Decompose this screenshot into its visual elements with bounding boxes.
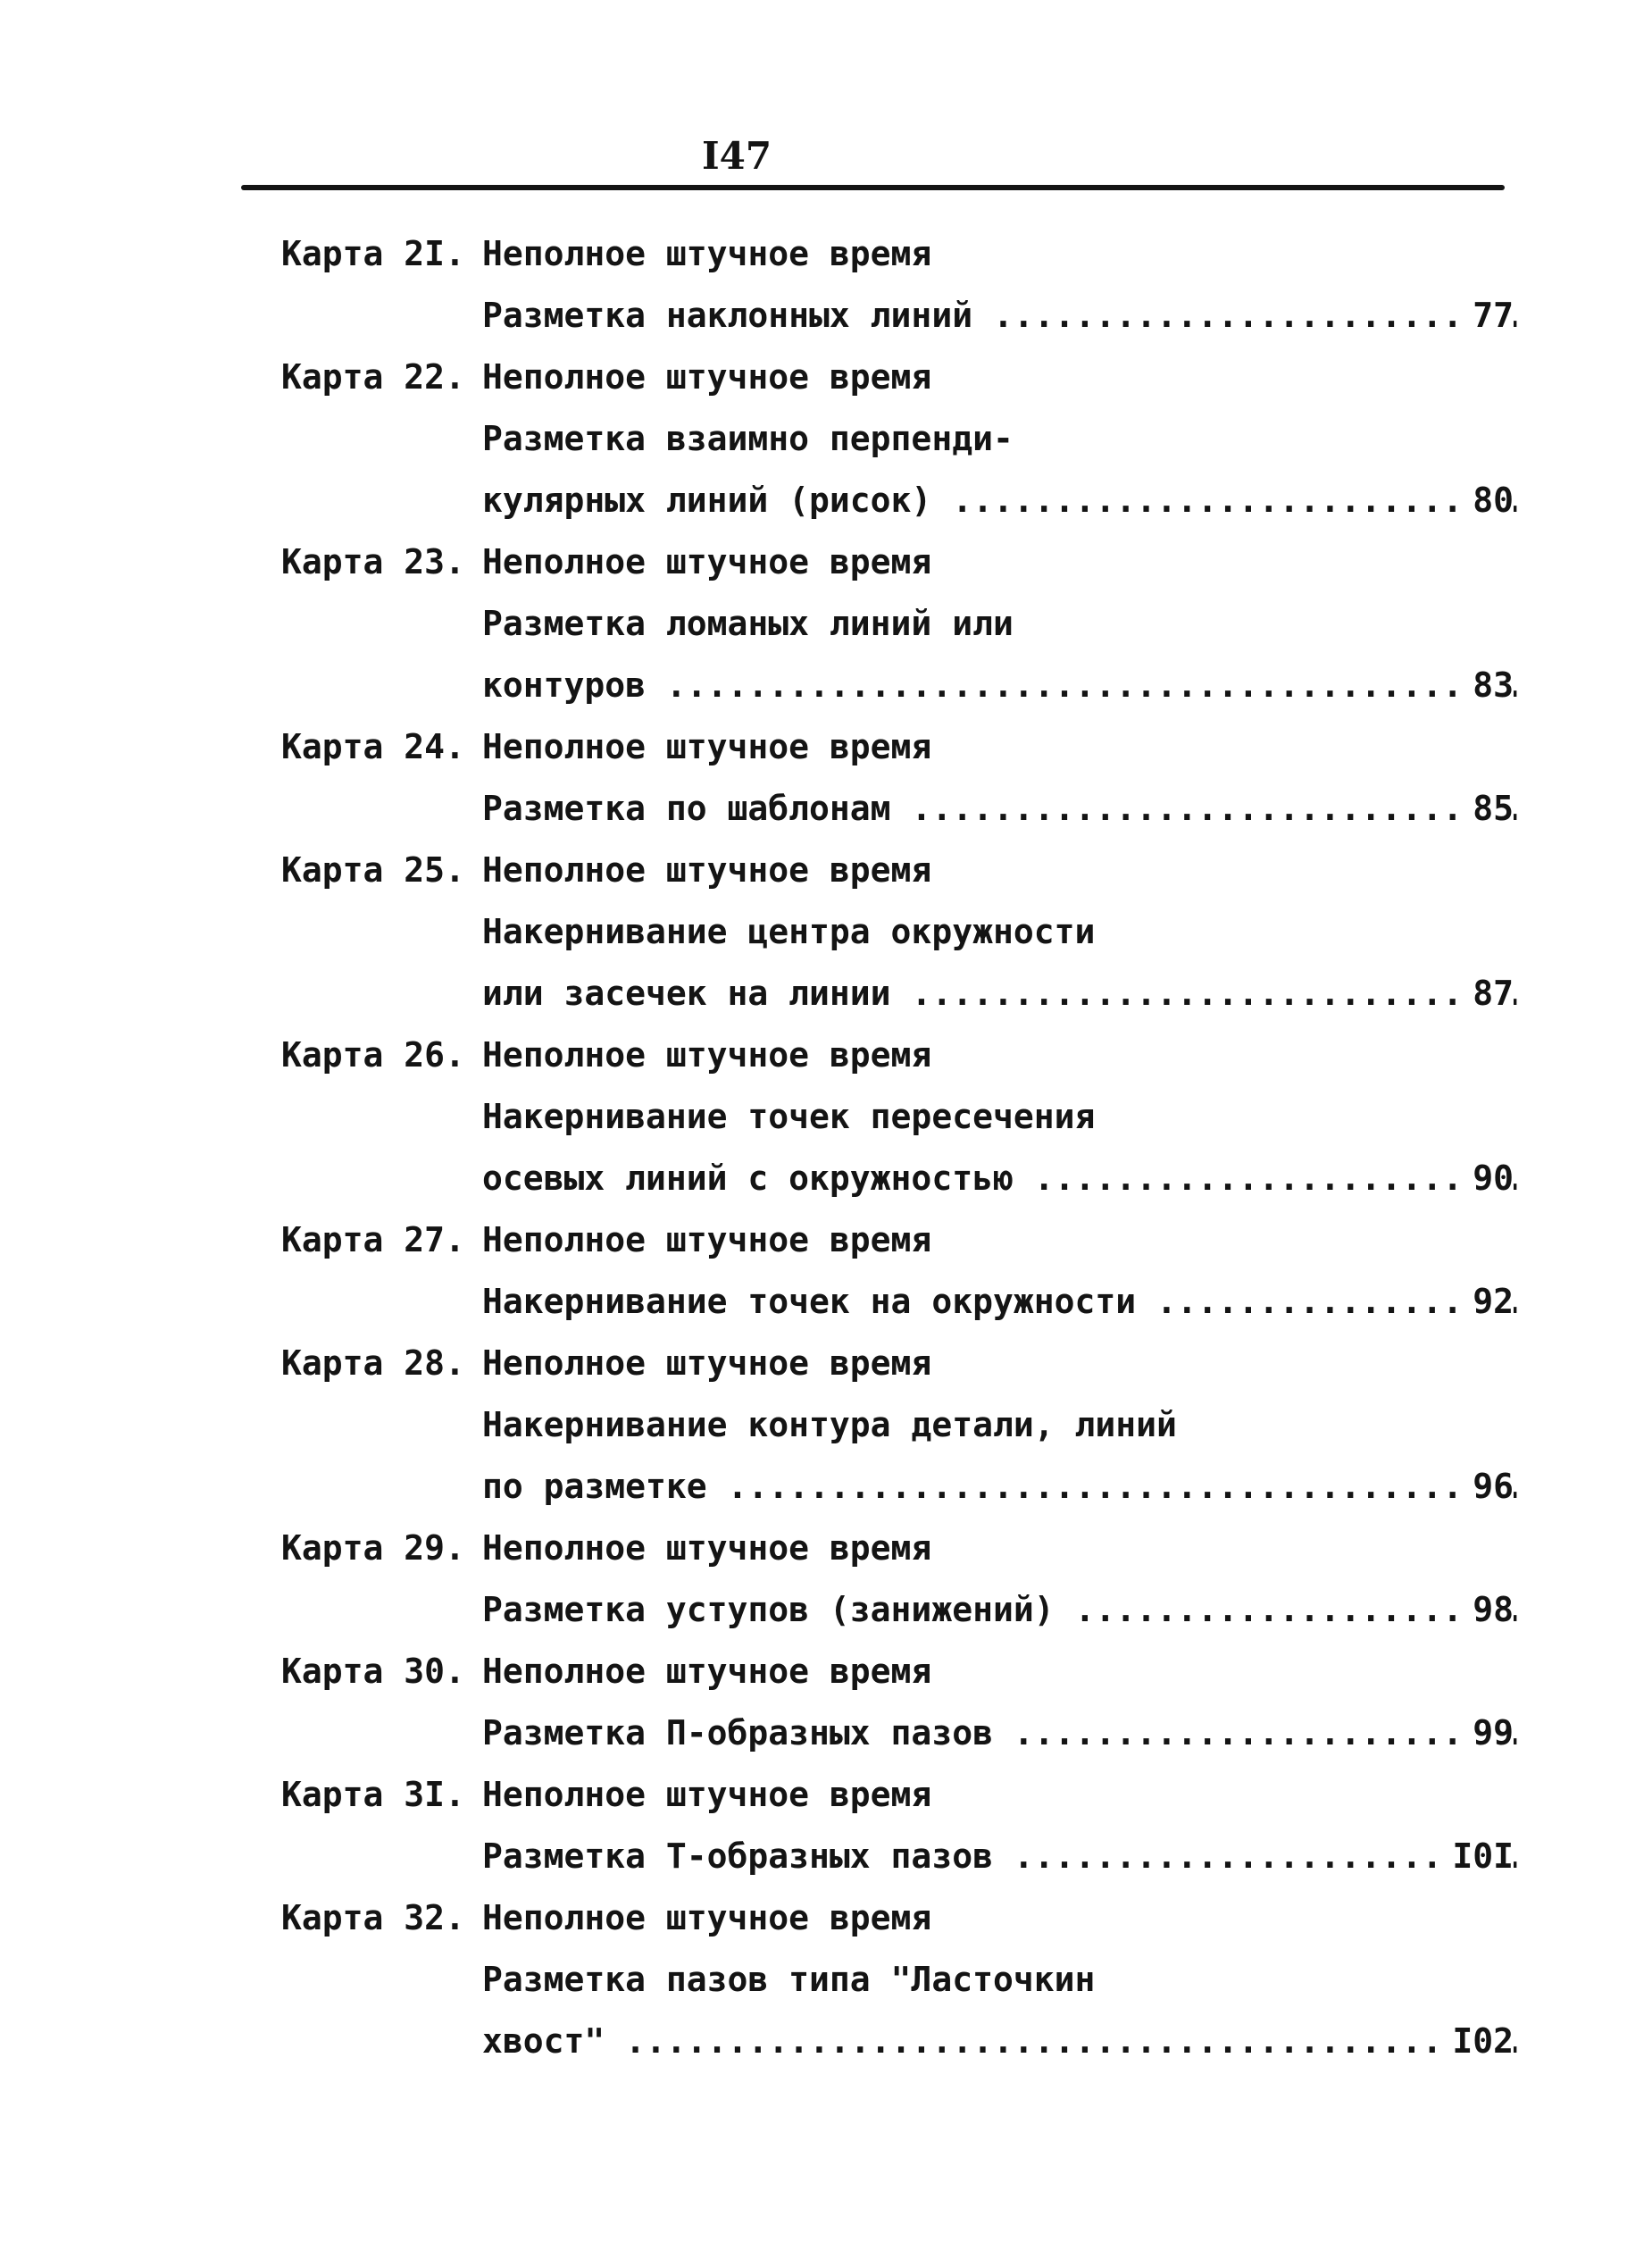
page-number: I47 [701, 134, 772, 178]
entry-subtitle: Разметка П-образных пазов ..... [482, 1702, 1518, 1764]
entry-subtitle: Разметка уступов (занижений) ..... [482, 1579, 1518, 1641]
toc-entry-30 [0, 1641, 1652, 1764]
page-ref: I0I [1445, 1826, 1514, 1887]
entry-subtitle: Разметка ломаных линий или [482, 604, 1014, 643]
toc-entry-28 [0, 1333, 1652, 1518]
card-label: Карта 25. [281, 850, 465, 890]
toc-entry-26 [0, 1025, 1652, 1209]
toc-entry-21 [0, 223, 1652, 347]
page-ref: I02 [1445, 2011, 1514, 2072]
page-ref: 96 [1465, 1456, 1514, 1518]
entry-title: Неполное штучное время [482, 1775, 932, 1814]
toc-entry-31 [0, 1764, 1652, 1887]
card-label: Карта 30. [281, 1652, 465, 1691]
page-ref: 92 [1465, 1271, 1514, 1333]
toc-entry-22 [0, 347, 1652, 531]
entry-subtitle: Разметка по шаблонам ..... [482, 778, 1518, 840]
toc-entry-23 [0, 531, 1652, 716]
card-label: Карта 26. [281, 1035, 465, 1075]
entry-subtitle: кулярных линий (рисок) ..... [482, 470, 1518, 531]
entry-subtitle: контуров ..... [482, 655, 1518, 716]
entry-title: Неполное штучное время [482, 1343, 932, 1383]
entry-subtitle: Разметка пазов типа "Ласточкин [482, 1960, 1096, 1999]
toc-entry-29 [0, 1518, 1652, 1641]
entry-subtitle: по разметке ..... [482, 1456, 1518, 1518]
page-ref: 80 [1465, 470, 1514, 531]
entry-title: Неполное штучное время [482, 1898, 932, 1937]
entry-subtitle: или засечек на линии ..... [482, 963, 1518, 1025]
card-label: Карта 27. [281, 1220, 465, 1259]
entry-title: Неполное штучное время [482, 357, 932, 397]
entry-subtitle: Накернивание контура детали, линий [482, 1405, 1177, 1444]
entry-title: Неполное штучное время [482, 850, 932, 890]
entry-title: Неполное штучное время [482, 1528, 932, 1568]
entry-subtitle: Разметка взаимно перпенди- [482, 419, 1014, 458]
entry-title: Неполное штучное время [482, 542, 932, 581]
entry-subtitle: Накернивание точек пересечения [482, 1097, 1096, 1136]
toc-entry-24 [0, 716, 1652, 840]
page-ref: 83 [1465, 655, 1514, 716]
toc-entry-25 [0, 840, 1652, 1025]
entry-subtitle: Накернивание центра окружности [482, 912, 1096, 951]
page-ref: 87 [1465, 963, 1514, 1025]
page-ref: 99 [1465, 1702, 1514, 1764]
card-label: Карта 28. [281, 1343, 465, 1383]
page-ref: 98 [1465, 1579, 1514, 1641]
entry-subtitle: Накернивание точек на окружности ..... [482, 1271, 1518, 1333]
entry-subtitle: Разметка наклонных линий ..... [482, 285, 1518, 347]
entry-title: Неполное штучное время [482, 727, 932, 766]
header-rule [241, 185, 1505, 190]
card-label: Карта 24. [281, 727, 465, 766]
page-ref: 90 [1465, 1148, 1514, 1209]
toc-entry-27 [0, 1209, 1652, 1333]
entry-title: Неполное штучное время [482, 1652, 932, 1691]
entry-subtitle: Разметка Т-образных пазов ..... [482, 1826, 1518, 1887]
card-label: Карта 32. [281, 1898, 465, 1937]
entry-subtitle: хвост" ..... [482, 2011, 1518, 2072]
card-label: Карта 23. [281, 542, 465, 581]
card-label: Карта 22. [281, 357, 465, 397]
entry-title: Неполное штучное время [482, 1220, 932, 1259]
entry-title: Неполное штучное время [482, 234, 932, 273]
card-label: Карта 2I. [281, 234, 465, 273]
entry-subtitle: осевых линий с окружностью ..... [482, 1148, 1518, 1209]
page-ref: 77 [1465, 285, 1514, 347]
card-label: Карта 3I. [281, 1775, 465, 1814]
entry-title: Неполное штучное время [482, 1035, 932, 1075]
card-label: Карта 29. [281, 1528, 465, 1568]
table-of-contents [0, 223, 1652, 2072]
toc-entry-32 [0, 1887, 1652, 2072]
page-ref: 85 [1465, 778, 1514, 840]
